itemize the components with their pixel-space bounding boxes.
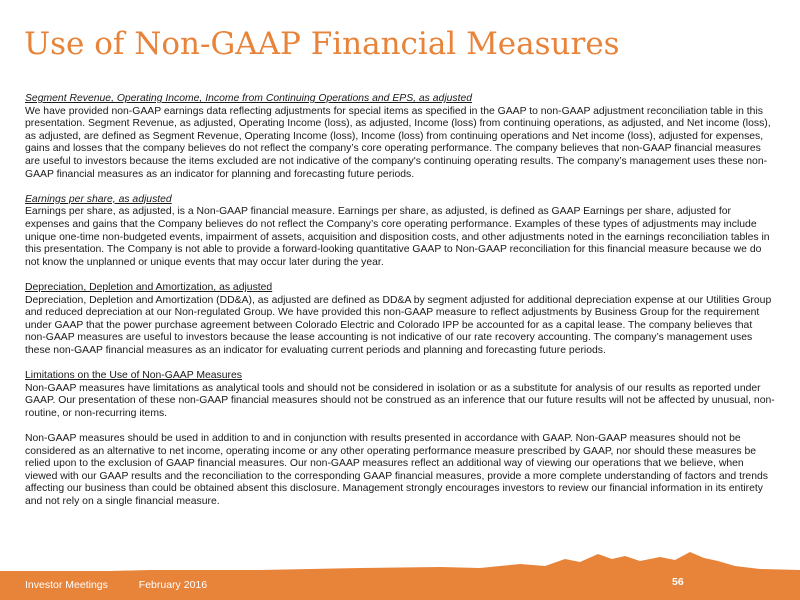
- footer-label: Investor Meetings: [25, 579, 108, 591]
- footer-date: February 2016: [138, 579, 208, 591]
- section-heading: Segment Revenue, Operating Income, Income from Continuing Operations and EPS, as adjusted: [25, 93, 473, 104]
- section-segment-revenue: [25, 93, 775, 181]
- section-paragraph: Non-GAAP measures should be used in addition to and in conjunction with results presented in accordance with GAAP. Non-GAAP measures should not be considered as an alternative to net income, operating income or any other operating performance measure prescribed by GAAP, nor should these measures be relied upon to the exclusion of GAAP financial measures. Our non-GAAP measures reflect an additional way of viewing our operations that we believe, when viewed with our GAAP results and the reconciliation to the corresponding GAAP financial measures, provide a more complete understanding of factors and trends affecting our business than could be obtained absent this disclosure. Management strongly encourages investors to review our financial information in its entirety and not rely on a single financial measure.: [25, 433, 768, 507]
- section-heading: Limitations on the Use of Non-GAAP Measures: [25, 370, 242, 382]
- section-heading: Earnings per share, as adjusted: [25, 193, 172, 205]
- page-title: Use of Non-GAAP Financial Measures: [24, 26, 620, 62]
- footer-info: [25, 579, 207, 591]
- section-paragraph: Depreciation, Depletion and Amortization (DD&A), as adjusted are defined as DD&A by segment adjusted for additional depreciation expense at our Utilities Group and reduced depreciation at our Non-regulated Group. We have provided this non-GAAP measure to reflect adjustments by Business Group for the requirement under GAAP that the power purchase agreement between Colorado Electric and Colorado IPP be accounted for as a capital lease. The company believes that non-GAAP measures are useful to investors because the lease accounting is not indicative of our rate recovery accounting. The company’s management uses these non-GAAP financial measures as an indicator for evaluating current periods and planning and forecasting future periods.: [25, 294, 772, 356]
- page-number: 56: [672, 576, 684, 588]
- section-paragraph: We have provided non-GAAP earnings data reflecting adjustments for special items as specified in the GAAP to non-GAAP adjustment reconciliation table in this presentation. Segment Revenue, as adjusted, Operating Income (loss), as adjusted, Income (loss) from continuing operations, as adjusted, and Net income (loss), as adjusted, are defined as Segment Revenue, Operating Income (loss), Income (loss) from continuing operations and Net income (loss), adjusted for expenses, gains and losses that the company believes do not reflect the company’s core operating performance. The company believes that non-GAAP financial measures are useful to investors because the items excluded are not indicative of the company's continuing operating results. The company’s management uses these non-GAAP financial measures as an indicator for planning and forecasting future periods.: [25, 105, 771, 180]
- section-paragraph: Non-GAAP measures have limitations as analytical tools and should not be considered in isolation or as a substitute for analysis of our results as reported under GAAP. Our presentation of these non-GAAP financial measures should not be construed as an inference that our future results will not be affected by unusual, non-routine, or non-recurring items.: [25, 382, 775, 419]
- section-dda: [25, 282, 775, 358]
- content-body: [25, 93, 775, 521]
- section-heading: Depreciation, Depletion and Amortization, as adjusted: [25, 281, 273, 293]
- footer-bar: [0, 571, 800, 600]
- section-paragraph: Earnings per share, as adjusted, is a Non-GAAP financial measure. Earnings per share, as adjusted, is defined as GAAP Earnings per share, adjusted for expenses and gains that the Company believes do not reflect the Company’s core operating performance. Examples of these types of adjustments may include unique one-time non-budgeted events, impairment of assets, acquisition and disposition costs, and other adjustments noted in the earnings reconciliation tables in this presentation. The Company is not able to provide a forward-looking quantitative GAAP to Non-GAAP reconciliation for this financial measure because we do not know the unplanned or unique events that may occur later during the year.: [25, 206, 770, 268]
- section-limitations: [25, 370, 775, 509]
- section-earnings-per-share: [25, 194, 775, 270]
